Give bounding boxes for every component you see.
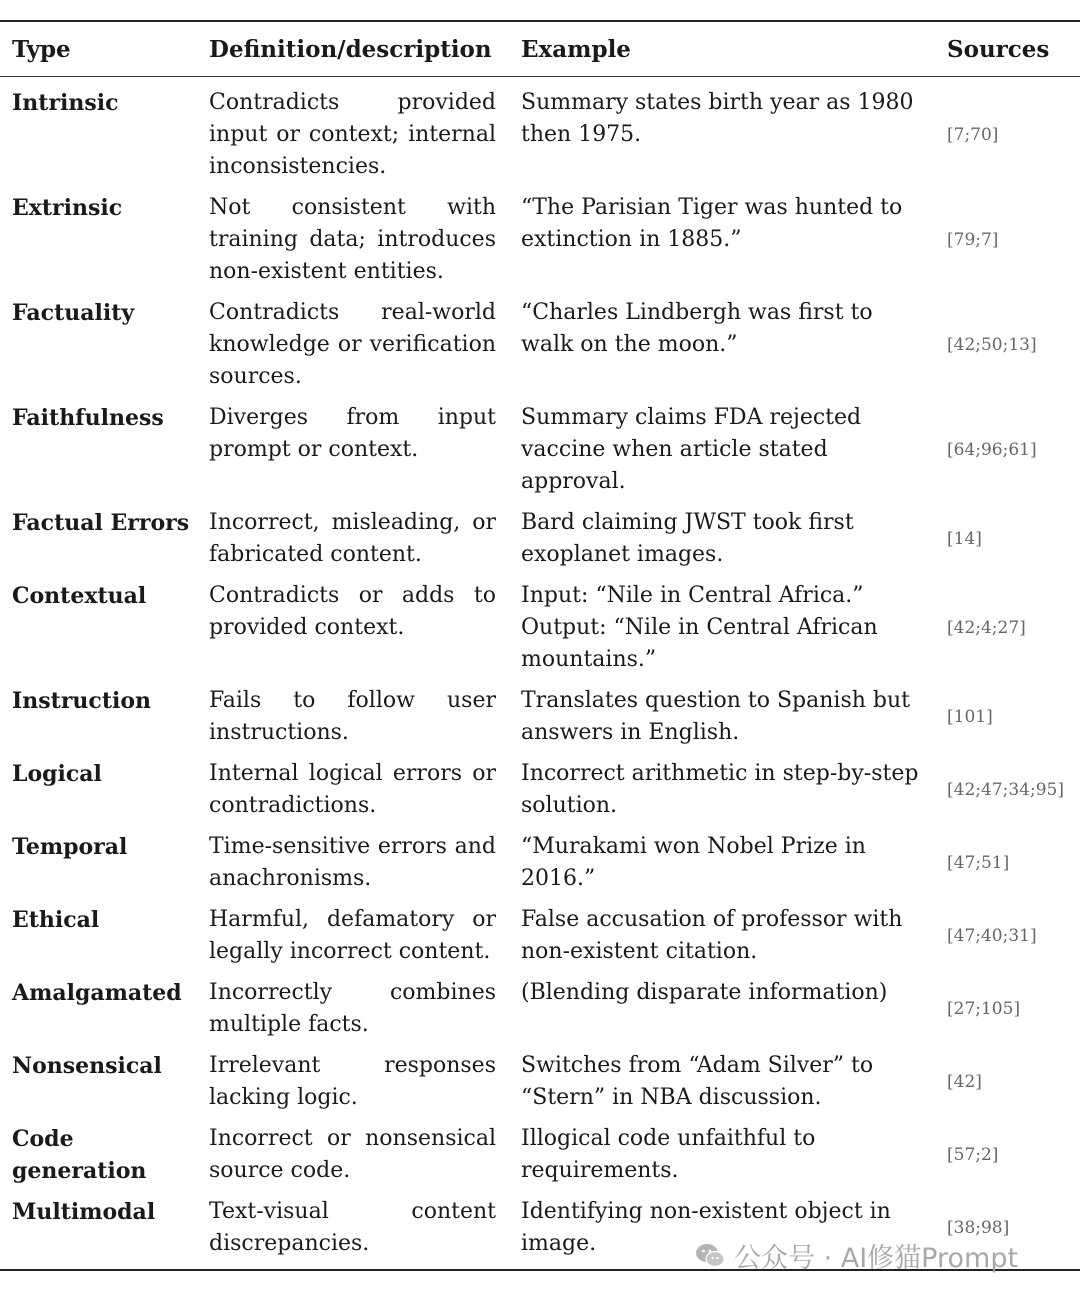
cell-example: Summary states birth year as 1980 then 1975. [521,90,914,147]
cell-type: Contextual [12,583,147,609]
cell-sources: [64;96;61] [947,440,1037,460]
table-row [0,685,1080,758]
cell-type: Factuality [12,300,135,326]
cell-type: Multimodal [12,1199,156,1225]
wechat-icon [694,1240,726,1272]
cell-example: “Charles Lindbergh was first to walk on the moon.” [521,300,873,357]
cell-sources: [42;50;13] [947,335,1037,355]
cell-type: Ethical [12,907,100,933]
watermark-text: 公众号 · AI修猫Prompt [734,1243,1019,1274]
cell-definition: Time-sensitive errors and anachronisms. [209,834,496,891]
cell-example: False accusation of professor with non-existent citation. [521,907,903,964]
cell-type: Amalgamated [12,980,182,1006]
cell-sources: [79;7] [947,230,999,250]
table-row [0,580,1080,685]
cell-example: “Murakami won Nobel Prize in 2016.” [521,834,866,891]
table-row [0,758,1080,831]
cell-example: Input: “Nile in Central Africa.” Output: “Nile in Central African mountains.” [521,583,878,672]
header-definition: Definition/description [209,35,492,63]
cell-type: Nonsensical [12,1053,162,1079]
cell-sources: [57;2] [947,1145,999,1165]
table-row [0,402,1080,507]
cell-sources: [27;105] [947,999,1021,1019]
cell-definition: Contradicts real-world knowledge or verification sources. [209,300,496,389]
cell-sources: [42;4;27] [947,618,1026,638]
table-row [0,1050,1080,1123]
cell-sources: [47;51] [947,853,1010,873]
cell-type: Code generation [12,1126,147,1184]
cell-type: Factual Errors [12,510,190,536]
table-header [0,22,1080,76]
cell-definition: Incorrect or nonsensical source code. [209,1126,496,1183]
cell-sources: [42] [947,1072,982,1092]
cell-type: Extrinsic [12,195,123,221]
cell-type: Temporal [12,834,128,860]
cell-definition: Contradicts provided input or context; internal inconsistencies. [209,90,496,179]
cell-type: Faithfulness [12,405,164,431]
cell-definition: Not consistent with training data; introduces non-existent entities. [209,195,496,284]
cell-type: Instruction [12,688,152,714]
cell-example: Incorrect arithmetic in step-by-step solution. [521,761,919,818]
table-row [0,297,1080,402]
cell-definition: Incorrectly combines multiple facts. [209,980,496,1037]
cell-example: Bard claiming JWST took first exoplanet images. [521,510,854,567]
cell-example: “The Parisian Tiger was hunted to extinction in 1885.” [521,195,903,252]
table-row [0,977,1080,1050]
cell-sources: [42;47;34;95] [947,780,1064,800]
cell-sources: [38;98] [947,1218,1010,1238]
table-body [0,77,1080,1269]
cell-definition: Irrelevant responses lacking logic. [209,1053,496,1110]
cell-definition: Text-visual content discrepancies. [209,1199,496,1256]
cell-definition: Incorrect, misleading, or fabricated content. [209,510,496,567]
cell-sources: [7;70] [947,125,999,145]
cell-sources: [47;40;31] [947,926,1037,946]
cell-example: Identifying non-existent object in image. [521,1199,891,1256]
cell-definition: Diverges from input prompt or context. [209,405,496,462]
header-example: Example [521,35,631,63]
taxonomy-table [0,20,1080,1271]
watermark [694,1236,1018,1275]
cell-example: (Blending disparate information) [521,980,888,1005]
cell-example: Summary claims FDA rejected vaccine when article stated approval. [521,405,862,494]
cell-example: Illogical code unfaithful to requirements. [521,1126,816,1183]
cell-example: Translates question to Spanish but answers in English. [521,688,911,745]
header-sources: Sources [947,35,1050,63]
cell-sources: [14] [947,529,982,549]
table-row [0,87,1080,192]
cell-definition: Harmful, defamatory or legally incorrect content. [209,907,496,964]
cell-definition: Internal logical errors or contradictions. [209,761,496,818]
table-row [0,904,1080,977]
cell-type: Logical [12,761,102,787]
header-type: Type [12,35,71,63]
table-row [0,192,1080,297]
cell-type: Intrinsic [12,90,119,116]
table-row [0,507,1080,580]
table-row [0,1123,1080,1196]
cell-definition: Fails to follow user instructions. [209,688,496,745]
cell-sources: [101] [947,707,993,727]
table-row [0,831,1080,904]
cell-definition: Contradicts or adds to provided context. [209,583,496,640]
cell-example: Switches from “Adam Silver” to “Stern” in NBA discussion. [521,1053,874,1110]
